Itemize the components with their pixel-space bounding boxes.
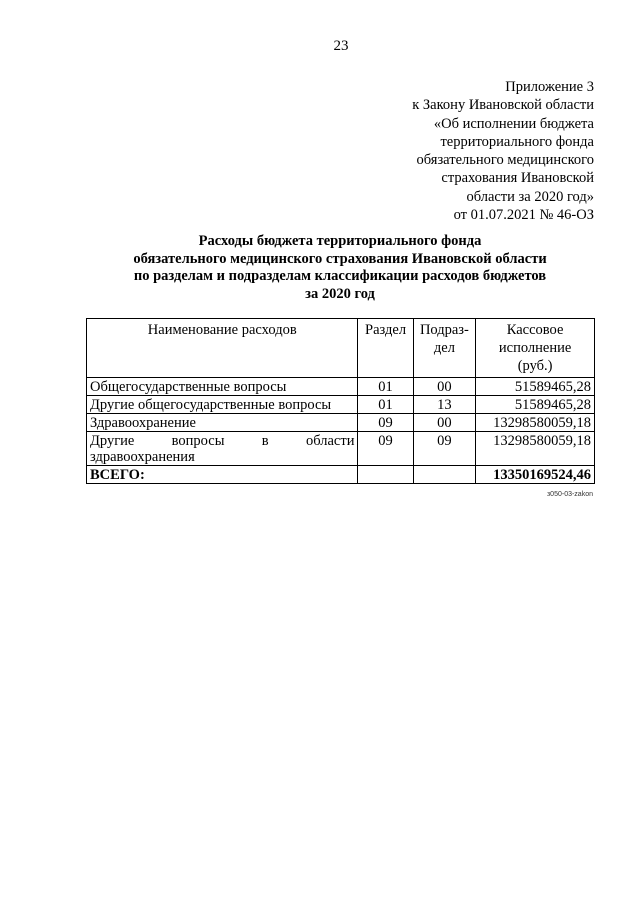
header-amount — [476, 319, 595, 378]
header-subsection-line: Подраз- — [419, 322, 469, 338]
row-subsection: 13 — [413, 396, 476, 414]
row-name-word: области — [305, 433, 355, 449]
row-amount: 13298580059,18 — [476, 414, 595, 432]
total-label: ВСЕГО: — [87, 466, 358, 484]
page-number: 23 — [333, 38, 349, 54]
appendix-line: «Об исполнении бюджета — [433, 115, 594, 132]
appendix-line: страхования Ивановской — [441, 170, 594, 187]
row-name-word: вопросы — [171, 433, 225, 449]
row-name: Другие общегосударственные вопросы — [87, 396, 358, 414]
row-subsection: 00 — [413, 414, 476, 432]
table-row — [87, 378, 595, 396]
header-amount-line: исполнение — [498, 340, 572, 356]
header-amount-line: Кассовое — [506, 322, 564, 338]
row-section: 09 — [358, 432, 413, 466]
header-subsection — [413, 319, 476, 378]
row-subsection: 09 — [413, 432, 476, 466]
row-amount: 51589465,28 — [476, 396, 595, 414]
row-name-word: Другие — [90, 433, 135, 449]
table-row — [87, 432, 595, 466]
footer-code: з050-03-zakon — [546, 491, 593, 498]
document-title — [80, 233, 600, 303]
appendix-line: обязательного медицинского — [416, 152, 594, 169]
appendix-line: территориального фонда — [440, 133, 594, 150]
total-section-empty — [358, 466, 413, 484]
table-header-row — [87, 319, 595, 378]
title-line: по разделам и подразделам классификации расходов бюджетов — [133, 268, 547, 284]
expenses-table — [86, 318, 595, 484]
appendix-line: от 01.07.2021 № 46-ОЗ — [453, 207, 594, 224]
row-name: Здравоохранение — [87, 414, 358, 432]
table-row — [87, 414, 595, 432]
title-line: обязательного медицинского страхования Ивановской области — [133, 250, 547, 267]
title-line: Расходы бюджета территориального фонда — [198, 233, 482, 249]
table-row — [87, 396, 595, 414]
header-amount-line: (руб.) — [517, 358, 553, 374]
row-name: Общегосударственные вопросы — [87, 378, 358, 396]
title-line: за 2020 год — [305, 285, 375, 302]
row-section: 09 — [358, 414, 413, 432]
header-name — [87, 319, 358, 378]
appendix-line: области за 2020 год» — [466, 188, 594, 205]
appendix-line: Приложение 3 — [505, 79, 594, 95]
appendix-reference — [412, 78, 594, 224]
row-name — [87, 432, 358, 466]
total-row — [87, 466, 595, 484]
total-subsection-empty — [413, 466, 476, 484]
header-section-text: Раздел — [365, 322, 407, 338]
appendix-line: к Закону Ивановской области — [412, 97, 594, 114]
header-name-text: Наименование расходов — [147, 322, 297, 338]
row-name-line — [90, 433, 354, 449]
header-subsection-line: дел — [433, 340, 455, 356]
row-name-line: здравоохранения — [90, 449, 195, 465]
header-section — [358, 319, 413, 378]
row-section: 01 — [358, 378, 413, 396]
row-amount: 51589465,28 — [476, 378, 595, 396]
row-section: 01 — [358, 396, 413, 414]
row-subsection: 00 — [413, 378, 476, 396]
total-amount: 13350169524,46 — [476, 466, 595, 484]
row-name-word: в — [261, 433, 269, 449]
row-amount: 13298580059,18 — [476, 432, 595, 466]
